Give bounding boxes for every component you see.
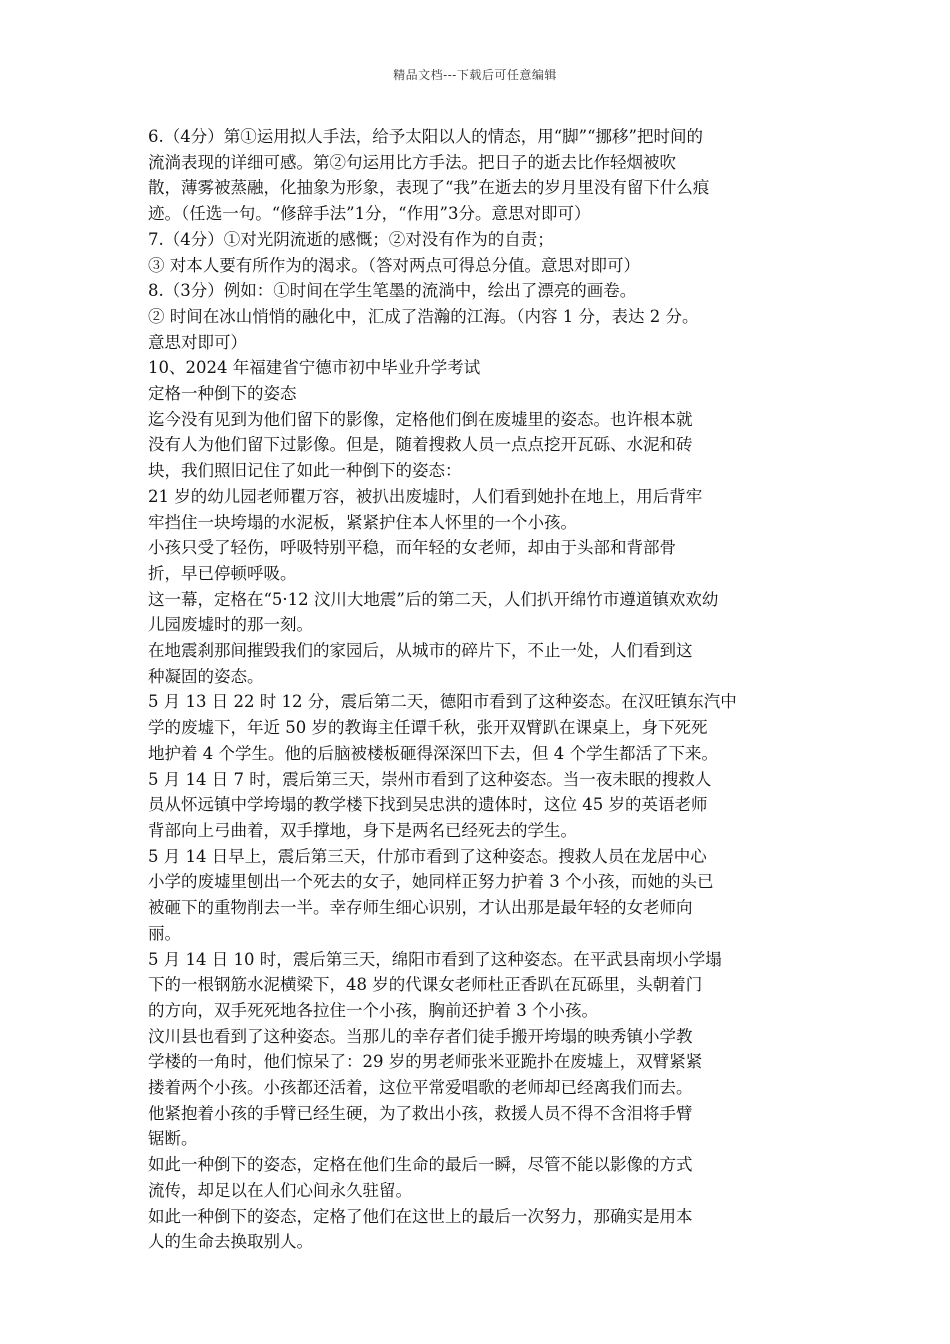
text-line: 5 月 13 日 22 时 12 分，震后第二天，德阳市看到了这种姿态。在汉旺镇东汽中	[148, 692, 737, 712]
text-line: ③ 对本人要有所作为的渴求。（答对两点可得总分值。意思对即可）	[148, 255, 640, 275]
text-line: 5 月 14 日 7 时，震后第三天，崇州市看到了这种姿态。当一夜未眠的搜救人	[148, 769, 712, 789]
text-line: 被砸下的重物削去一半。幸存师生细心识别，才认出那是最年轻的女老师向	[148, 898, 693, 918]
text-line: 牢挡住一块垮塌的水泥板，紧紧护住本人怀里的一个小孩。	[148, 512, 577, 532]
text-line: 儿园废墟时的那一刻。	[148, 615, 313, 635]
text-line: 21 岁的幼儿园老师瞿万容，被扒出废墟时，人们看到她扑在地上，用后背牢	[148, 486, 703, 506]
text-line: 的方向，双手死死地各拉住一个小孩，胸前还护着 3 个小孩。	[148, 1000, 598, 1020]
text-line: 8.（3分）例如：①时间在学生笔墨的流淌中，绘出了漂亮的画卷。	[148, 281, 637, 301]
text-line: 散，薄雾被蒸融，化抽象为形象，表现了“我”在逝去的岁月里没有留下什么痕	[148, 178, 710, 198]
text-line: ② 时间在冰山悄悄的融化中，汇成了浩瀚的江海。（内容 1 分，表达 2 分。	[148, 306, 699, 326]
document-body	[148, 124, 800, 1255]
text-line: 流传，却足以在人们心间永久驻留。	[148, 1180, 412, 1200]
text-line: 这一幕，定格在“5·12 汶川大地震”后的第二天，人们扒开绵竹市遵道镇欢欢幼	[148, 589, 719, 609]
page-header: 精品文档---下载后可任意编辑	[393, 68, 557, 82]
text-line: 如此一种倒下的姿态，定格在他们生命的最后一瞬，尽管不能以影像的方式	[148, 1155, 693, 1175]
text-line: 折，早已停顿呼吸。	[148, 563, 297, 583]
text-line: 在地震刹那间摧毁我们的家园后，从城市的碎片下，不止一处，人们看到这	[148, 641, 693, 661]
text-line: 小孩只受了轻伤，呼吸特别平稳，而年轻的女老师，却由于头部和背部骨	[148, 538, 676, 558]
text-line: 人的生命去换取别人。	[148, 1232, 313, 1252]
text-line: 员从怀远镇中学垮塌的教学楼下找到吴忠洪的遗体时，这位 45 岁的英语老师	[148, 795, 708, 815]
text-line: 流淌表现的详细可感。第②句运用比方手法。把日子的逝去比作轻烟被吹	[148, 152, 676, 172]
text-line: 学楼的一角时，他们惊呆了：29 岁的男老师张米亚跪扑在废墟上，双臂紧紧	[148, 1052, 703, 1072]
text-line: 5 月 14 日 10 时，震后第三天，绵阳市看到了这种姿态。在平武县南坝小学塌	[148, 949, 722, 969]
text-line: 迹。（任选一句。“修辞手法”1分，“作用”3分。意思对即可）	[148, 204, 591, 224]
text-line: 丽。	[148, 923, 181, 943]
text-line: 背部向上弓曲着，双手撑地，身下是两名已经死去的学生。	[148, 820, 577, 840]
text-line: 下的一根钢筋水泥横梁下，48 岁的代课女老师杜正香趴在瓦砾里，头朝着门	[148, 975, 703, 995]
text-line: 意思对即可）	[148, 332, 247, 352]
text-line: 他紧抱着小孩的手臂已经生硬，为了救出小孩，救援人员不得不含泪将手臂	[148, 1103, 693, 1123]
text-line: 6.（4分）第①运用拟人手法，给予太阳以人的情态，用“脚”“挪移”把时间的	[148, 127, 703, 146]
text-line: 锯断。	[148, 1129, 198, 1149]
text-line: 7.（4分）①对光阴流逝的感慨；②对没有作为的自责；	[148, 229, 554, 249]
text-line: 没有人为他们留下过影像。但是，随着搜救人员一点点挖开瓦砾、水泥和砖	[148, 435, 693, 455]
text-line: 定格一种倒下的姿态	[148, 384, 297, 404]
text-line: 小学的废墟里刨出一个死去的女子，她同样正努力护着 3 个小孩，而她的头已	[148, 872, 714, 892]
text-line: 10、2024 年福建省宁德市初中毕业升学考试	[148, 358, 481, 378]
text-line: 搂着两个小孩。小孩都还活着，这位平常爱唱歌的老师却已经离我们而去。	[148, 1078, 693, 1098]
text-line: 地护着 4 个学生。他的后脑被楼板砸得深深凹下去，但 4 个学生都活了下来。	[148, 743, 718, 763]
text-line: 汶川县也看到了这种姿态。当那儿的幸存者们徒手搬开垮塌的映秀镇小学教	[148, 1026, 693, 1046]
text-line: 块，我们照旧记住了如此一种倒下的姿态：	[148, 461, 462, 481]
text-line: 种凝固的姿态。	[148, 666, 264, 686]
text-line: 迄今没有见到为他们留下的影像，定格他们倒在废墟里的姿态。也许根本就	[148, 409, 693, 429]
text-line: 如此一种倒下的姿态，定格了他们在这世上的最后一次努力，那确实是用本	[148, 1206, 693, 1226]
text-line: 5 月 14 日早上，震后第三天，什邡市看到了这种姿态。搜救人员在龙居中心	[148, 846, 707, 866]
text-line: 学的废墟下，年近 50 岁的教诲主任谭千秋，张开双臂趴在课桌上，身下死死	[148, 718, 708, 738]
